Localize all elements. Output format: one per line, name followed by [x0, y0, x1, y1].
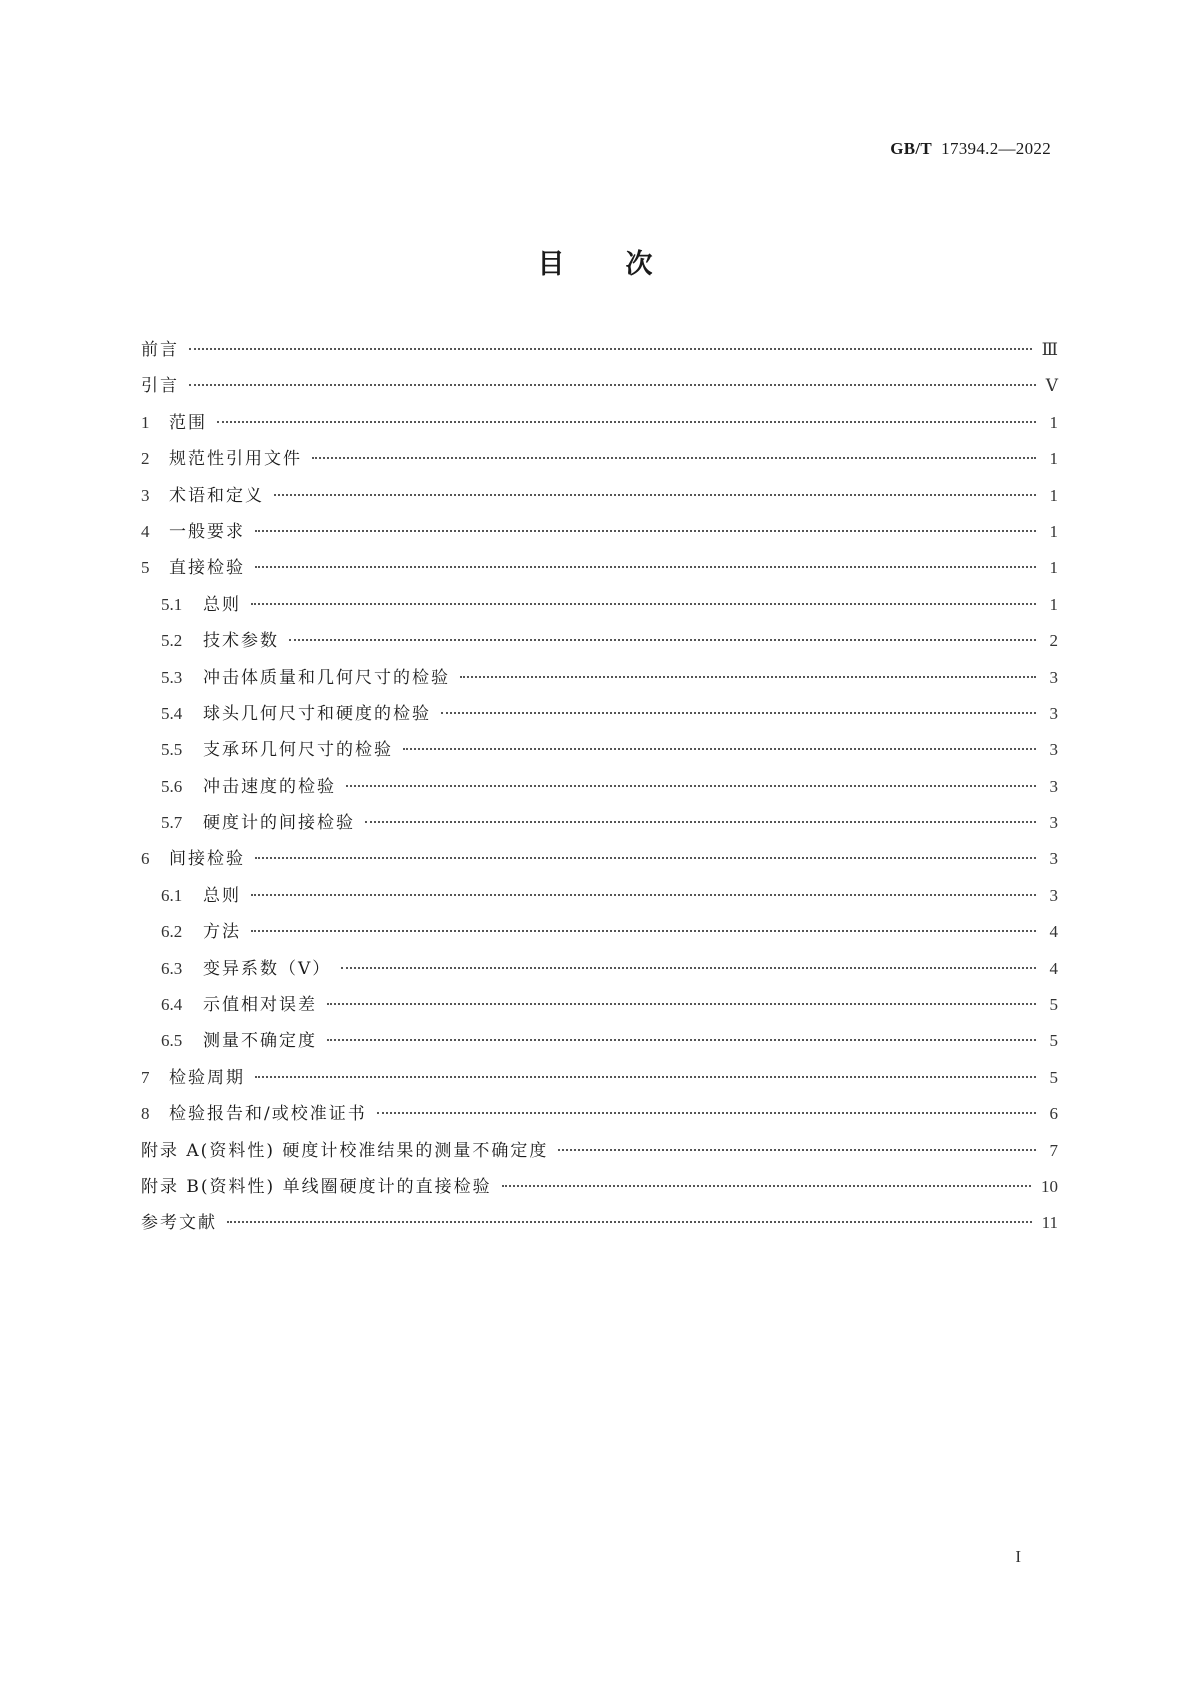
- toc-entry-number: 5.6: [161, 776, 183, 796]
- toc-entry-page: 1: [1049, 521, 1058, 541]
- toc-entry[interactable]: [141, 1067, 1058, 1103]
- toc-leader-dots: [502, 1185, 1031, 1187]
- toc-entry-label: 支承环几何尺寸的检验: [203, 740, 393, 761]
- toc-leader-dots: [255, 1076, 1036, 1078]
- toc-entry-number: 7: [141, 1067, 150, 1087]
- toc-entry-label: 变异系数（V）: [203, 958, 332, 979]
- toc-entry-number: 2: [141, 449, 150, 469]
- toc-entry-page: 3: [1049, 813, 1058, 833]
- toc-entry[interactable]: [141, 412, 1058, 448]
- toc-entry-page: 11: [1041, 1213, 1058, 1233]
- toc-leader-dots: [558, 1149, 1036, 1151]
- toc-entry-number: 5.2: [161, 631, 183, 651]
- page-title: [0, 242, 1191, 281]
- toc-entry-number: 8: [141, 1104, 150, 1124]
- toc-entry-label: 参考文献: [141, 1213, 217, 1234]
- toc-leader-dots: [227, 1221, 1032, 1223]
- toc-leader-dots: [251, 603, 1036, 605]
- toc-entry-label: 硬度计的间接检验: [203, 813, 355, 834]
- toc-leader-dots: [289, 639, 1036, 641]
- toc-entry[interactable]: [141, 848, 1058, 884]
- toc-entry[interactable]: [141, 739, 1058, 775]
- toc-entry-label: 方法: [203, 922, 241, 943]
- toc-leader-dots: [377, 1112, 1036, 1114]
- toc-entry[interactable]: [141, 521, 1058, 557]
- toc-leader-dots: [255, 530, 1036, 532]
- toc-leader-dots: [403, 748, 1036, 750]
- toc-entry-label: 示值相对误差: [203, 995, 317, 1016]
- standard-prefix: GB/T: [890, 139, 933, 158]
- toc-entry-number: 5: [141, 558, 150, 578]
- toc-entry-page: 3: [1049, 776, 1058, 796]
- toc-entry-label: 直接检验: [169, 558, 245, 579]
- title-char-2: 次: [625, 249, 654, 280]
- toc-entry-page: 1: [1049, 594, 1058, 614]
- toc-leader-dots: [341, 967, 1036, 969]
- toc-entry-label: 附录 B(资料性) 单线圈硬度计的直接检验: [141, 1176, 492, 1197]
- toc-leader-dots: [251, 930, 1036, 932]
- toc-entry-number: 6.2: [161, 922, 183, 942]
- toc-entry[interactable]: [141, 958, 1058, 994]
- toc-entry-page: 4: [1049, 958, 1058, 978]
- toc-entry-page: 1: [1049, 558, 1058, 578]
- toc-entry-page: 1: [1049, 412, 1058, 432]
- toc-leader-dots: [460, 676, 1036, 678]
- toc-entry-label: 球头几何尺寸和硬度的检验: [203, 703, 431, 724]
- toc-entry-number: 5.4: [161, 703, 183, 723]
- toc-entry-label: 术语和定义: [169, 485, 264, 506]
- toc-entry-label: 前言: [141, 340, 179, 360]
- toc-entry[interactable]: [141, 885, 1058, 921]
- toc-leader-dots: [327, 1039, 1036, 1041]
- toc-entry-label: 总则: [203, 594, 241, 615]
- toc-entry[interactable]: [141, 812, 1058, 848]
- toc-entry-label: 检验周期: [169, 1067, 245, 1088]
- table-of-contents: [141, 339, 1058, 1249]
- toc-entry-label: 规范性引用文件: [169, 449, 302, 470]
- toc-leader-dots: [441, 712, 1036, 714]
- toc-entry-number: 6.4: [161, 995, 183, 1015]
- toc-entry-page: 5: [1049, 1031, 1058, 1051]
- toc-entry-page: 3: [1049, 885, 1058, 905]
- toc-entry-number: 5.3: [161, 667, 183, 687]
- toc-entry-page: Ⅴ: [1045, 376, 1058, 396]
- toc-entry-page: 5: [1049, 995, 1058, 1015]
- toc-entry[interactable]: [141, 703, 1058, 739]
- toc-entry[interactable]: [141, 375, 1058, 411]
- toc-entry-number: 3: [141, 485, 150, 505]
- toc-entry-page: 10: [1041, 1176, 1058, 1196]
- toc-entry-label: 冲击速度的检验: [203, 776, 336, 797]
- toc-entry-number: 5.1: [161, 594, 183, 614]
- toc-entry-number: 6: [141, 849, 150, 869]
- toc-entry-number: 6.5: [161, 1031, 183, 1051]
- toc-entry-page: 3: [1049, 667, 1058, 687]
- toc-entry-label: 技术参数: [203, 631, 279, 652]
- toc-leader-dots: [255, 566, 1036, 568]
- toc-leader-dots: [274, 494, 1036, 496]
- toc-entry-label: 间接检验: [169, 849, 245, 870]
- toc-entry[interactable]: [141, 1176, 1058, 1212]
- toc-entry-label: 测量不确定度: [203, 1031, 317, 1052]
- toc-entry-number: 4: [141, 521, 150, 541]
- toc-leader-dots: [255, 857, 1036, 859]
- toc-entry[interactable]: [141, 1212, 1058, 1248]
- toc-leader-dots: [365, 821, 1036, 823]
- toc-leader-dots: [346, 785, 1036, 787]
- toc-entry-label: 冲击体质量和几何尺寸的检验: [203, 667, 450, 688]
- toc-entry-page: 3: [1049, 849, 1058, 869]
- toc-entry[interactable]: [141, 1103, 1058, 1139]
- toc-entry[interactable]: [141, 594, 1058, 630]
- toc-entry[interactable]: [141, 339, 1058, 375]
- toc-entry[interactable]: [141, 1030, 1058, 1066]
- toc-leader-dots: [189, 348, 1032, 350]
- toc-entry[interactable]: [141, 557, 1058, 593]
- footer-page-number: I: [1015, 1547, 1021, 1566]
- toc-entry-page: 3: [1049, 740, 1058, 760]
- toc-entry-number: 1: [141, 412, 150, 432]
- toc-entry-label: 一般要求: [169, 521, 245, 542]
- toc-entry-page: 4: [1049, 922, 1058, 942]
- toc-entry-page: 3: [1049, 703, 1058, 723]
- toc-entry-label: 附录 A(资料性) 硬度计校准结果的测量不确定度: [141, 1140, 549, 1161]
- toc-entry-label: 检验报告和/或校准证书: [169, 1104, 367, 1125]
- toc-entry-number: 5.7: [161, 813, 183, 833]
- toc-entry[interactable]: [141, 667, 1058, 703]
- toc-entry-page: 6: [1049, 1104, 1058, 1124]
- toc-leader-dots: [251, 894, 1036, 896]
- toc-entry-number: 6.3: [161, 958, 183, 978]
- toc-entry-number: 6.1: [161, 885, 183, 905]
- toc-entry[interactable]: [141, 448, 1058, 484]
- toc-leader-dots: [312, 457, 1036, 459]
- toc-entry-page: 7: [1049, 1140, 1058, 1160]
- toc-entry-label: 引言: [141, 376, 179, 397]
- toc-entry-page: 1: [1049, 449, 1058, 469]
- toc-entry-page: 1: [1049, 485, 1058, 505]
- toc-leader-dots: [327, 1003, 1036, 1005]
- toc-entry[interactable]: [141, 1140, 1058, 1176]
- toc-entry[interactable]: [141, 630, 1058, 666]
- toc-entry[interactable]: [141, 776, 1058, 812]
- toc-leader-dots: [217, 421, 1036, 423]
- title-char-1: 目: [537, 249, 566, 280]
- toc-entry[interactable]: [141, 485, 1058, 521]
- toc-entry-page: 2: [1049, 631, 1058, 651]
- toc-entry[interactable]: [141, 994, 1058, 1030]
- toc-entry-label: 范围: [169, 412, 207, 433]
- standard-number: 17394.2—2022: [941, 139, 1051, 158]
- standard-code: [890, 139, 1051, 159]
- toc-entry[interactable]: [141, 921, 1058, 957]
- toc-entry-page: 5: [1049, 1067, 1058, 1087]
- toc-entry-page: Ⅲ: [1041, 340, 1058, 359]
- toc-entry-number: 5.5: [161, 740, 183, 760]
- toc-leader-dots: [189, 384, 1036, 386]
- toc-entry-label: 总则: [203, 885, 241, 906]
